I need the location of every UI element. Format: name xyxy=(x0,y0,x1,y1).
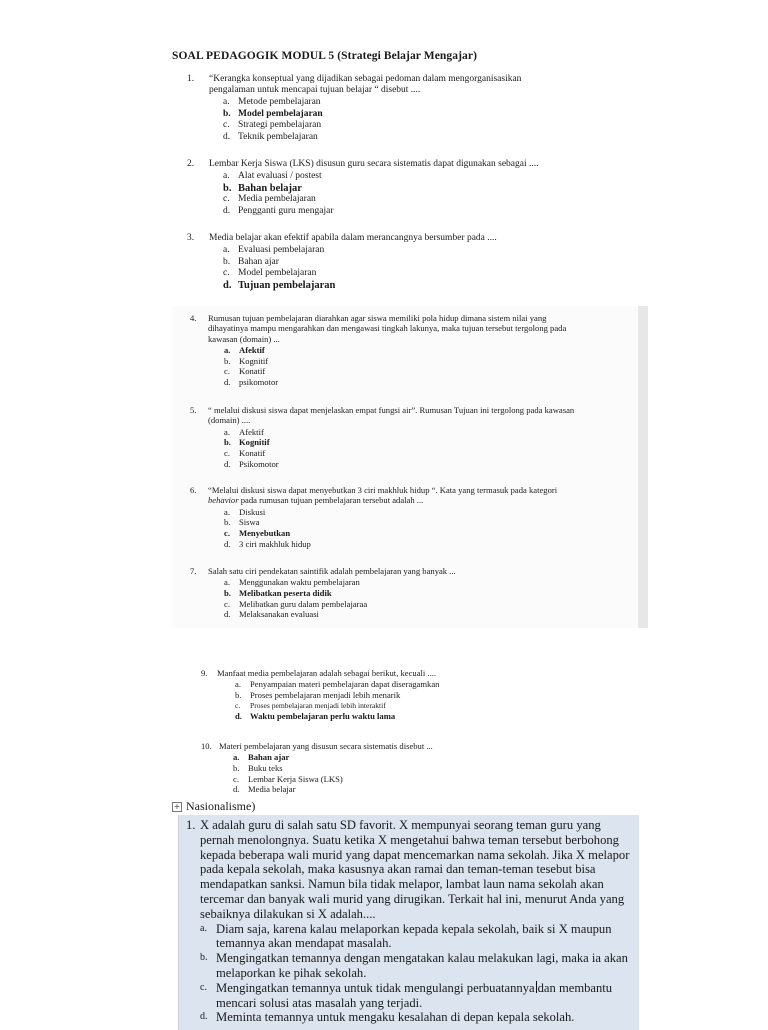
section-heading-label: Nasionalisme) xyxy=(186,799,256,813)
option-d: d. Media belajar xyxy=(233,784,296,795)
expand-icon[interactable]: + xyxy=(173,801,181,811)
question-4 xyxy=(190,313,580,388)
panel-scrollbar[interactable] xyxy=(638,306,648,628)
option-a-answer: a. Bahan ajar xyxy=(233,752,290,763)
option-a: a. Menggunakan waktu pembelajaran xyxy=(224,577,360,588)
option-c: c. Konatif xyxy=(224,448,266,458)
option-d-answer: d. Waktu pembelajaran perlu waktu lama xyxy=(235,711,396,722)
option-b: b. Mengingatkan temannya dengan mengatakan kalau melakukan lagi, maka ia akan melaporkan ke pihak sekolah. xyxy=(200,951,628,980)
option-b-answer: b. Model pembelajaran xyxy=(223,108,323,119)
option-c: c. Media pembelajaran xyxy=(223,194,316,205)
question-2 xyxy=(187,159,587,217)
question-number: 7. xyxy=(190,566,197,576)
option-c: c. Melibatkan guru dalam pembelajaraa xyxy=(224,598,368,609)
question-text: Lembar Kerja Siswa (LKS) disusun guru secara sistematis dapat digunakan sebagai .... xyxy=(209,159,539,169)
question-text: Salah satu ciri pendekatan saintifik adalah pembelajaran yang banyak ... xyxy=(208,566,456,576)
option-d: d. Pengganti guru mengajar xyxy=(223,205,334,216)
question-7 xyxy=(190,566,580,620)
option-c-answer: c. Menyebutkan xyxy=(224,528,291,538)
question-number: 1. xyxy=(187,74,195,84)
option-b: b. Buku teks xyxy=(233,763,283,773)
question-number: 4. xyxy=(190,313,197,323)
option-c: c. Konatif xyxy=(224,366,266,377)
question-9 xyxy=(201,668,601,722)
option-d: d. Psikomotor xyxy=(224,458,279,469)
question-6 xyxy=(190,485,580,549)
option-d: d. Melaksanakan evaluasi xyxy=(224,609,319,620)
nasionalisme-question-1 xyxy=(186,818,634,1025)
question-text: Manfaat media pembelajaran adalah sebagai berikut, kecuali .... xyxy=(217,668,437,678)
option-b-answer: b. Kognitif xyxy=(224,437,270,448)
option-d: d. Teknik pembelajaran xyxy=(223,131,318,142)
option-b: b. Kognitif xyxy=(224,355,269,366)
question-text: “Melalui diskusi siswa dapat menyebutkan 3 ciri makhluk hidup “. Kata yang termasuk pada kategori behavior pada rumusan tujuan pembelajaran tersebut adalah ... xyxy=(208,485,558,506)
text-cursor-icon xyxy=(536,981,537,993)
question-number: 1. xyxy=(186,818,196,832)
option-a-answer: a. Afektif xyxy=(224,345,265,356)
question-10 xyxy=(201,741,601,795)
option-d: d. psikomotor xyxy=(224,377,279,387)
section-heading xyxy=(172,799,255,814)
option-c: c. Strategi pembelajaran xyxy=(223,120,322,131)
option-a: a. Penyampaian materi pembelajaran dapat diseragamkan xyxy=(235,679,440,690)
question-text: X adalah guru di salah satu SD favorit. X mempunyai seorang teman guru yang pernah menolongnya. Suatu ketika X mengetahui bahwa teman tersebut berbohong kepada beberapa wali murid yang dapat mencemarkan nama sekolah. Jika X melapor pada kepala sekolah, maka kasusnya akan ramai dan teman-teman tesebut bisa mendapatkan sanksi. Namun bila tidak melapor, lambat laun nama sekolah akan tercemar dan banyak wali murid yang dirugikan. Terkait hal ini, menurut Anda yang sebaiknya dilakukan si X adalah.... xyxy=(200,818,630,921)
option-c: c. Lembar Kerja Siswa (LKS) xyxy=(233,773,343,784)
question-text: Materi pembelajaran yang disusun secara sistematis disebut ... xyxy=(219,741,433,751)
question-text: Media belajar akan efektif apabila dalam merancangnya bersumber pada .... xyxy=(209,233,497,243)
question-number: 2. xyxy=(187,159,195,169)
option-d-answer: d. Tujuan pembelajaran xyxy=(223,279,336,291)
option-a: a. Evaluasi pembelajaran xyxy=(223,245,325,255)
option-b: b. Bahan ajar xyxy=(223,256,279,267)
option-a: a. Afektif xyxy=(224,426,264,437)
question-number: 3. xyxy=(187,233,195,243)
question-5 xyxy=(190,405,580,469)
option-b: b. Proses pembelajaran menjadi lebih menarik xyxy=(235,690,401,700)
option-b-answer: b. Melibatkan peserta didik xyxy=(224,588,332,598)
option-c: c. Model pembelajaran xyxy=(223,268,317,279)
question-text: “ melalui diskusi siswa dapat menjelaskan empat fungsi air”. Rumusan Tujuan ini tergolong pada kawasan (domain) .... xyxy=(208,405,575,426)
question-number: 10. xyxy=(201,741,212,751)
option-a: a. Metode pembelajaran xyxy=(223,97,321,107)
document-title: SOAL PEDAGOGIK MODUL 5 (Strategi Belajar Mengajar) xyxy=(172,50,478,62)
option-d: d. Meminta temannya untuk mengaku kesalahan di depan kepala sekolah. xyxy=(200,1010,575,1025)
question-text: “Kerangka konseptual yang dijadikan sebagai pedoman dalam mengorganisasikan pengalaman untuk mencapai tujuan belajar “ disebut .... xyxy=(209,74,522,95)
question-number: 6. xyxy=(190,485,197,495)
option-a: a. Alat evaluasi / postest xyxy=(223,171,322,181)
question-text: Rumusan tujuan pembelajaran diarahkan agar siswa memiliki pola hidup dimana sistem nilai yang dihayatinya mampu mengarahkan dan mengawasi tingkah lakunya, maka tujuan tersebut tergolong pada kawasan (domain) ... xyxy=(208,313,567,344)
option-b-answer: b. Bahan belajar xyxy=(223,182,302,194)
question-number: 9. xyxy=(201,668,208,678)
question-3 xyxy=(187,233,587,291)
option-a: a. Diskusi xyxy=(224,506,266,517)
option-c: c. Mengingatkan temannya untuk tidak mengulangi perbuatannya dan membantu mencari solusi atas masalah yang terjadi. xyxy=(200,980,613,1010)
question-1 xyxy=(187,74,567,143)
option-a: a. Diam saja, karena kalau melaporkan kepada kepala sekolah, baik si X maupun temannya akan mendapat masalah. xyxy=(200,921,612,951)
option-b: b. Siswa xyxy=(224,517,260,528)
question-number: 5. xyxy=(190,405,197,415)
option-c: c. Proses pembelajaran menjadi lebih interaktif xyxy=(235,700,386,710)
option-d: d. 3 ciri makhluk hidup xyxy=(224,538,311,549)
